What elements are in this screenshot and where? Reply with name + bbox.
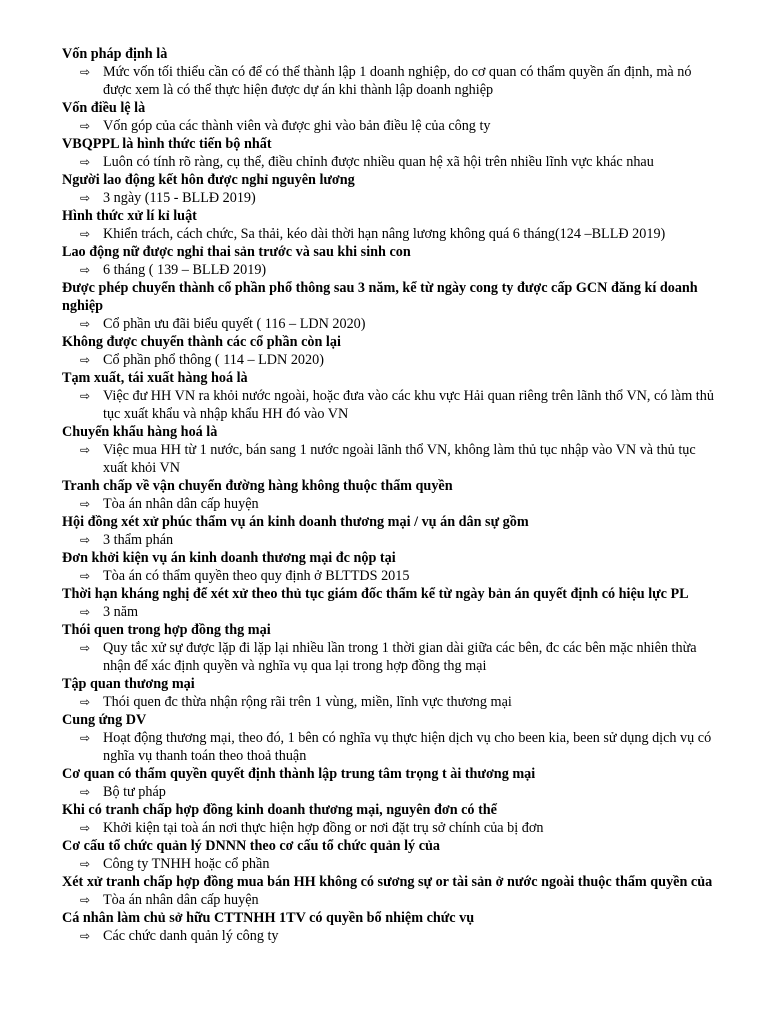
qa-entry — [62, 135, 722, 171]
question-text: Người lao động kết hôn được nghỉ nguyên lương — [62, 172, 355, 188]
answer-item — [62, 783, 722, 801]
arrow-right-icon: ⇨ — [80, 227, 91, 241]
arrow-right-icon: ⇨ — [80, 353, 91, 367]
question-text: Cung ứng DV — [62, 712, 147, 728]
answer-item — [62, 117, 722, 135]
answer-item — [62, 567, 722, 585]
question-text: Khi có tranh chấp hợp đồng kinh doanh thương mại, nguyên đơn có thể — [62, 802, 497, 818]
question-text: Cá nhân làm chủ sở hữu CTTNHH 1TV có quyền bổ nhiệm chức vụ — [62, 910, 475, 926]
arrow-right-icon: ⇨ — [80, 893, 91, 907]
question-text: Tập quan thương mại — [62, 676, 195, 692]
question-text: Lao động nữ được nghỉ thai sản trước và sau khi sinh con — [62, 244, 411, 260]
answer-item — [62, 855, 722, 873]
answer-item — [62, 891, 722, 909]
answer-text: Cổ phần phổ thông ( 114 – LDN 2020) — [103, 352, 324, 368]
qa-entry — [62, 369, 722, 423]
arrow-right-icon: ⇨ — [80, 785, 91, 799]
answer-item — [62, 189, 722, 207]
arrow-right-icon: ⇨ — [80, 497, 91, 511]
arrow-right-icon: ⇨ — [80, 191, 91, 205]
arrow-right-icon: ⇨ — [80, 821, 91, 835]
answer-item — [62, 819, 722, 837]
answer-item — [62, 387, 722, 423]
answer-item — [62, 315, 722, 333]
answer-item — [62, 351, 722, 369]
answer-text: 6 tháng ( 139 – BLLĐ 2019) — [103, 262, 267, 278]
answer-text: Luôn có tính rõ ràng, cụ thể, điều chỉnh được nhiều quan hệ xã hội trên nhiều lĩnh vực khác nhau — [103, 154, 654, 170]
question-text: Chuyển khẩu hàng hoá là — [62, 424, 218, 440]
answer-item — [62, 153, 722, 171]
arrow-right-icon: ⇨ — [80, 443, 91, 457]
answer-text: Bộ tư pháp — [103, 784, 166, 800]
question-text: Thói quen trong hợp đồng thg mại — [62, 622, 271, 638]
answer-item — [62, 531, 722, 549]
arrow-right-icon: ⇨ — [80, 65, 91, 79]
question-text: Tạm xuất, tái xuất hàng hoá là — [62, 370, 248, 386]
qa-entry — [62, 513, 722, 549]
answer-text: Hoạt động thương mại, theo đó, 1 bên có nghĩa vụ thực hiện dịch vụ cho been kia, been sử dụng dịch vụ có nghĩa vụ thanh toán theo thoả thuận — [103, 730, 712, 764]
arrow-right-icon: ⇨ — [80, 929, 91, 943]
answer-item — [62, 441, 722, 477]
answer-item — [62, 603, 722, 621]
answer-text: Tòa án có thẩm quyền theo quy định ở BLTTDS 2015 — [103, 568, 410, 584]
qa-entry — [62, 837, 722, 873]
document-body — [62, 45, 722, 945]
question-text: Thời hạn kháng nghị để xét xử theo thủ tục giám đốc thẩm kể từ ngày bản án quyết định có hiệu lực PL — [62, 586, 689, 602]
answer-text: Tòa án nhân dân cấp huyện — [103, 892, 259, 908]
qa-entry — [62, 873, 722, 909]
arrow-right-icon: ⇨ — [80, 119, 91, 133]
answer-text: Vốn góp của các thành viên và được ghi vào bản điều lệ của công ty — [103, 118, 491, 134]
qa-entry — [62, 765, 722, 801]
answer-text: 3 thẩm phán — [103, 532, 174, 548]
arrow-right-icon: ⇨ — [80, 605, 91, 619]
arrow-right-icon: ⇨ — [80, 155, 91, 169]
answer-text: Các chức danh quản lý công ty — [103, 928, 279, 944]
answer-item — [62, 639, 722, 675]
answer-text: Khiển trách, cách chức, Sa thải, kéo dài thời hạn nâng lương không quá 6 tháng(124 –BLLĐ 2019) — [103, 226, 666, 242]
arrow-right-icon: ⇨ — [80, 695, 91, 709]
answer-text: 3 năm — [103, 604, 139, 620]
answer-text: Mức vốn tối thiểu cần có để có thể thành lập 1 doanh nghiệp, do cơ quan có thẩm quyền ấn định, mà nó được xem là có thể thực hiện được dự án khi thành lập doanh nghiệp — [103, 64, 692, 98]
question-text: Vốn điều lệ là — [62, 100, 146, 116]
arrow-right-icon: ⇨ — [80, 731, 91, 745]
qa-entry — [62, 171, 722, 207]
answer-item — [62, 693, 722, 711]
qa-entry — [62, 585, 722, 621]
answer-text: Việc đư HH VN ra khỏi nước ngoài, hoặc đưa vào các khu vực Hải quan riêng trên lãnh thổ VN, có làm thủ tục xuất khẩu và nhập khẩu HH đó vào VN — [103, 388, 714, 422]
answer-item — [62, 927, 722, 945]
qa-entry — [62, 99, 722, 135]
answer-item — [62, 63, 722, 99]
qa-entry — [62, 207, 722, 243]
question-text: Được phép chuyển thành cổ phần phổ thông sau 3 năm, kể từ ngày cong ty được cấp GCN đăng kí doanh nghiệp — [62, 280, 698, 314]
question-text: Hình thức xử lí kỉ luật — [62, 208, 197, 224]
qa-entry — [62, 621, 722, 675]
answer-item — [62, 261, 722, 279]
arrow-right-icon: ⇨ — [80, 389, 91, 403]
question-text: Đơn khởi kiện vụ án kinh doanh thương mại đc nộp tại — [62, 550, 396, 566]
qa-entry — [62, 45, 722, 99]
question-text: Không được chuyển thành các cổ phần còn lại — [62, 334, 341, 350]
answer-item — [62, 225, 722, 243]
answer-text: Quy tắc xử sự được lặp đi lặp lại nhiều lần trong 1 thời gian dài giữa các bên, đc các bên mặc nhiên thừa nhận để xác định quyền và nghĩa vụ qua lại trong hợp đồng thg mại — [103, 640, 697, 674]
arrow-right-icon: ⇨ — [80, 533, 91, 547]
answer-text: Cổ phần ưu đãi biểu quyết ( 116 – LDN 2020) — [103, 316, 366, 332]
qa-entry — [62, 711, 722, 765]
arrow-right-icon: ⇨ — [80, 857, 91, 871]
question-text: Cơ quan có thẩm quyền quyết định thành lập trung tâm trọng t ài thương mại — [62, 766, 536, 782]
answer-text: Thói quen đc thừa nhận rộng rãi trên 1 vùng, miền, lĩnh vực thương mại — [103, 694, 512, 710]
answer-text: Công ty TNHH hoặc cổ phần — [103, 856, 270, 872]
answer-item — [62, 495, 722, 513]
qa-entry — [62, 279, 722, 333]
qa-entry — [62, 333, 722, 369]
qa-entry — [62, 675, 722, 711]
question-text: Cơ cấu tổ chức quản lý DNNN theo cơ cấu tổ chức quản lý của — [62, 838, 440, 854]
qa-entry — [62, 477, 722, 513]
qa-entry — [62, 801, 722, 837]
answer-text: Tòa án nhân dân cấp huyện — [103, 496, 259, 512]
question-text: Tranh chấp về vận chuyển đường hàng không thuộc thẩm quyền — [62, 478, 453, 494]
question-text: Vốn pháp định là — [62, 46, 168, 62]
question-text: VBQPPL là hình thức tiến bộ nhất — [62, 136, 272, 152]
question-text: Hội đồng xét xử phúc thẩm vụ án kinh doanh thương mại / vụ án dân sự gồm — [62, 514, 529, 530]
arrow-right-icon: ⇨ — [80, 263, 91, 277]
qa-entry — [62, 909, 722, 945]
arrow-right-icon: ⇨ — [80, 569, 91, 583]
qa-entry — [62, 243, 722, 279]
answer-text: Khởi kiện tại toà án nơi thực hiện hợp đồng or nơi đặt trụ sở chính của bị đơn — [103, 820, 544, 836]
qa-entry — [62, 423, 722, 477]
arrow-right-icon: ⇨ — [80, 641, 91, 655]
arrow-right-icon: ⇨ — [80, 317, 91, 331]
answer-text: 3 ngày (115 - BLLĐ 2019) — [103, 190, 256, 206]
question-text: Xét xử tranh chấp hợp đồng mua bán HH không có sương sự or tài sản ở nước ngoài thuộc thẩm quyền của — [62, 874, 713, 890]
answer-text: Việc mua HH từ 1 nước, bán sang 1 nước ngoài lãnh thổ VN, không làm thủ tục nhập vào VN và thủ tục xuất khỏi VN — [103, 442, 696, 476]
qa-entry — [62, 549, 722, 585]
answer-item — [62, 729, 722, 765]
